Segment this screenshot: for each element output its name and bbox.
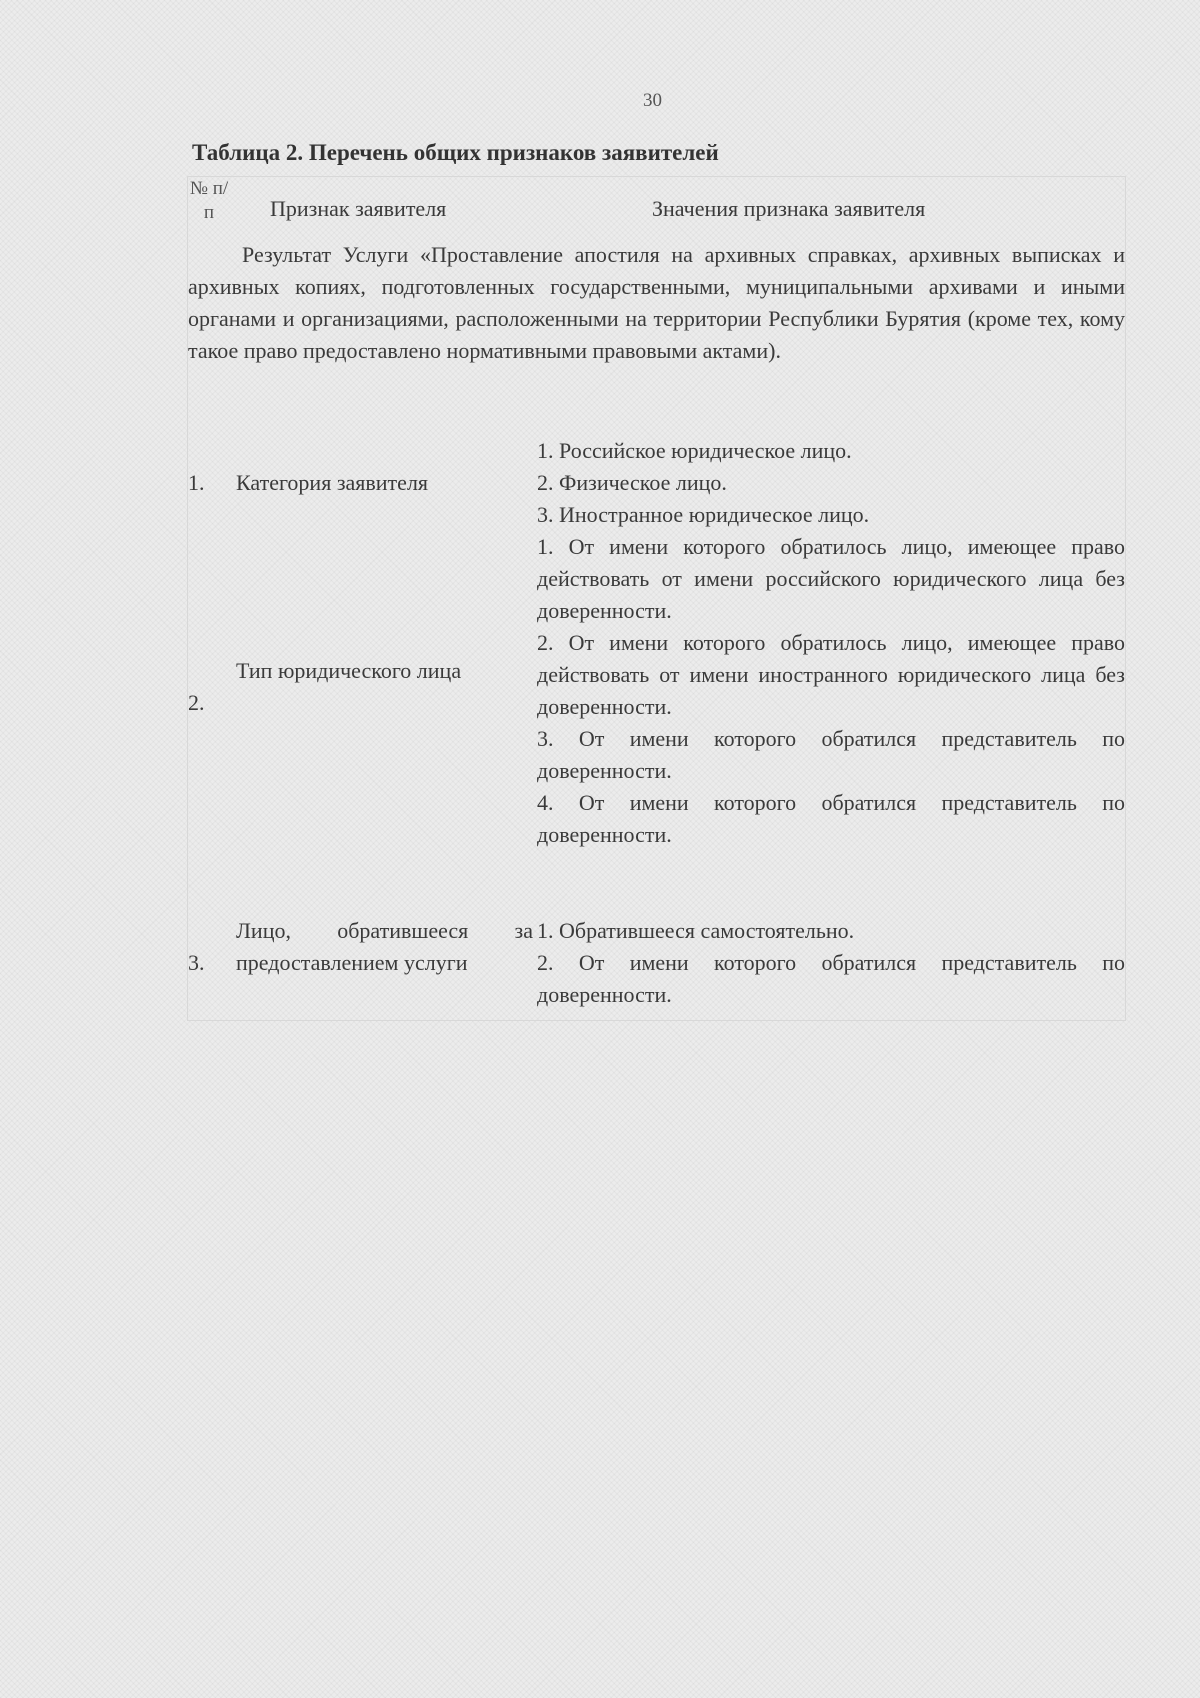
- attribute-name: Лицо, обратившееся за предоставлением услуги: [236, 918, 533, 975]
- attribute-values: [537, 435, 1125, 531]
- value-item: 3. Иностранное юридическое лицо.: [537, 502, 870, 527]
- value-item: 1. Российское юридическое лицо.: [537, 438, 852, 463]
- header-attribute: Признак заявителя: [270, 196, 447, 221]
- page-number: 30: [643, 90, 662, 111]
- value-item: 2. От имени которого обратилось лицо, имеющее право действовать от имени иностранного юридического лица без доверенности.: [537, 630, 1125, 719]
- applicant-attributes-table: [187, 176, 1126, 1021]
- value-item: 2. От имени которого обратился представитель по доверенности.: [537, 950, 1125, 1007]
- attribute-values: [537, 531, 1125, 851]
- row-number: 3.: [188, 950, 205, 975]
- header-number: № п/п: [189, 178, 229, 223]
- value-item: 2. Физическое лицо.: [537, 470, 727, 495]
- row-number: 1.: [188, 470, 205, 495]
- value-item: 4. От имени которого обратился представитель по доверенности.: [537, 790, 1125, 847]
- service-result-text: Результат Услуги «Проставление апостиля на архивных справках, архивных выписках и архивных копиях, подготовленных государственными, муниципальными архивами и иными органами и организациями, расположенными на территории Республики Бурятия (кроме тех, кому такое право предоставлено нормативными правовыми актами).: [188, 242, 1125, 363]
- attribute-name: Тип юридического лица: [236, 658, 462, 683]
- attribute-name: Категория заявителя: [236, 470, 429, 495]
- value-item: 3. От имени которого обратился представитель по доверенности.: [537, 726, 1125, 783]
- value-item: 1. От имени которого обратилось лицо, имеющее право действовать от имени российского юридического лица без доверенности.: [537, 534, 1125, 623]
- value-item: 1. Обратившееся самостоятельно.: [537, 918, 855, 943]
- header-attribute-values: Значения признака заявителя: [652, 196, 926, 221]
- table-title: Таблица 2. Перечень общих признаков заявителей: [192, 140, 719, 165]
- attribute-values: [537, 915, 1125, 1011]
- row-number: 2.: [188, 690, 205, 715]
